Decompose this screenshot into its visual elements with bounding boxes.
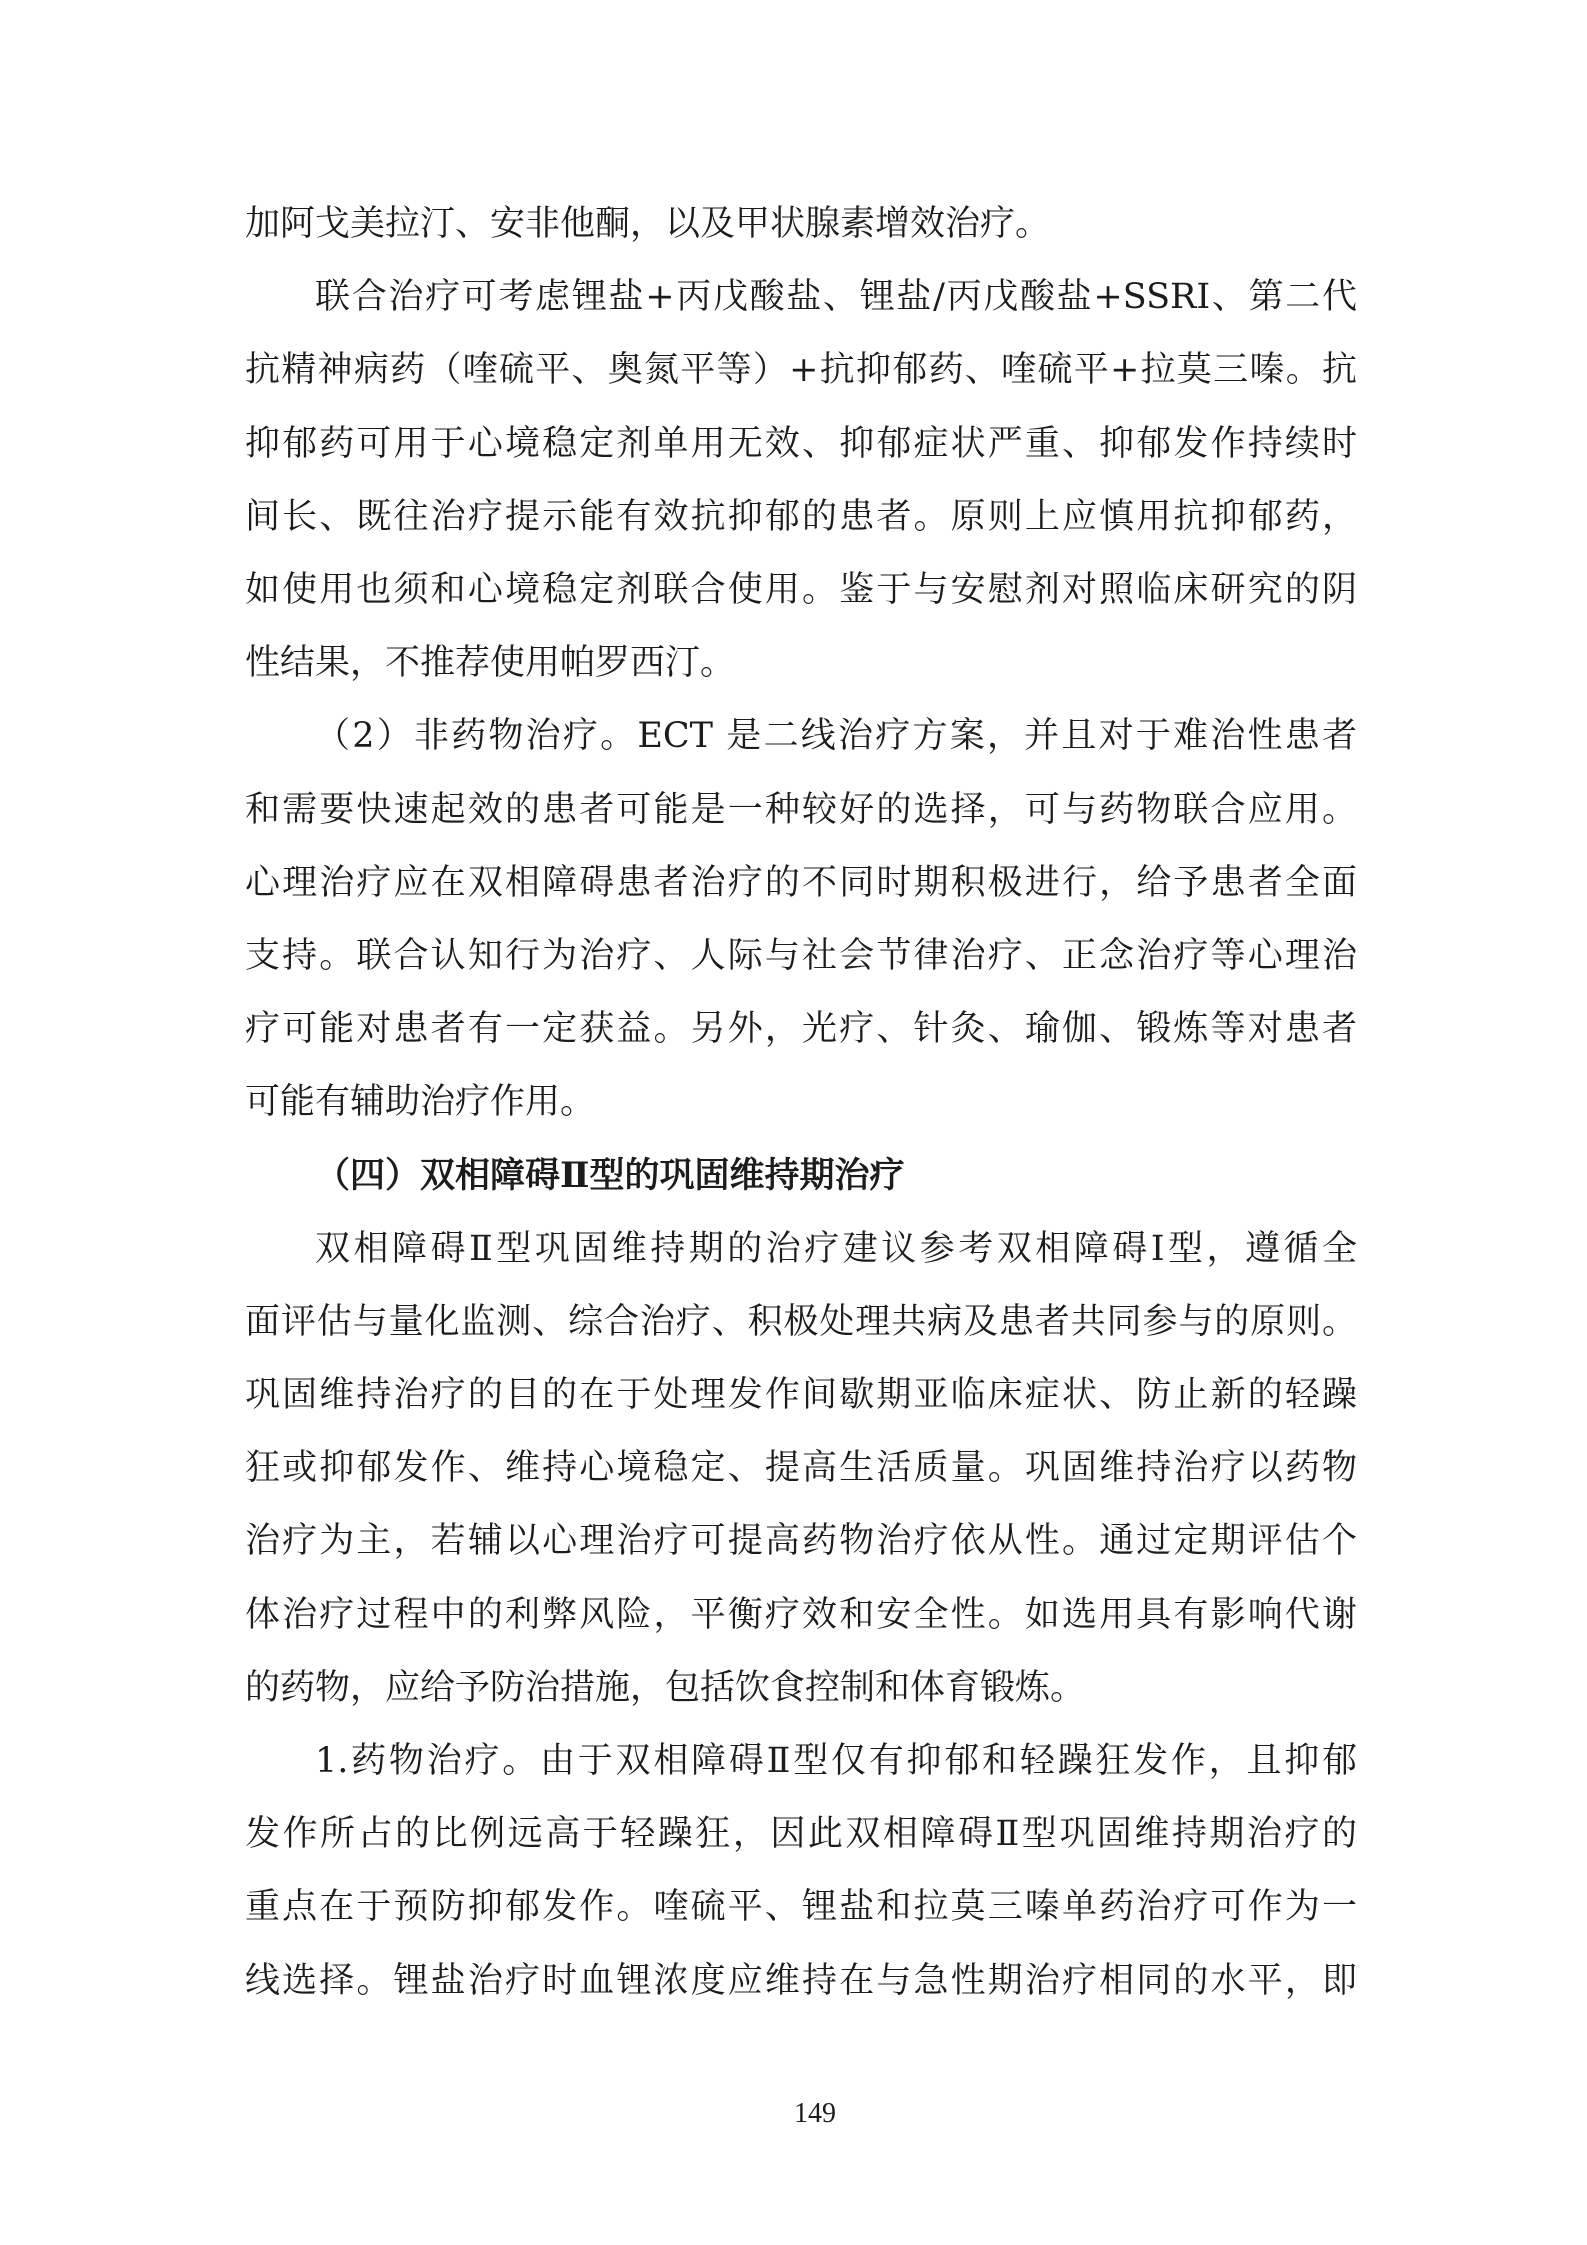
text-line: 双相障碍Ⅱ型巩固维持期的治疗建议参考双相障碍Ⅰ型，遵循全 — [315, 1228, 1357, 1269]
paragraph-combination-therapy — [245, 261, 1357, 700]
text-line: 抑郁药可用于心境稳定剂单用无效、抑郁症状严重、抑郁发作持续时 — [245, 423, 1357, 464]
text-line: 如使用也须和心境稳定剂联合使用。鉴于与安慰剂对照临床研究的阴 — [245, 569, 1357, 610]
text-line: 巩固维持治疗的目的在于处理发作间歇期亚临床症状、防止新的轻躁 — [245, 1375, 1357, 1415]
paragraph-drug-therapy — [245, 1725, 1357, 2018]
text-line: 可能有辅助治疗作用。 — [245, 1082, 596, 1123]
text-line: 体治疗过程中的利弊风险，平衡疗效和安全性。如选用具有影响代谢 — [245, 1594, 1357, 1635]
text-line: 疗可能对患者有一定获益。另外，光疗、针灸、瑜伽、锻炼等对患者 — [245, 1009, 1357, 1050]
paragraph-continuation — [245, 188, 1357, 261]
text-line: 面评估与量化监测、综合治疗、积极处理共病及患者共同参与的原则。 — [245, 1301, 1357, 1342]
text-line: 1.药物治疗。由于双相障碍Ⅱ型仅有抑郁和轻躁狂发作，且抑郁 — [315, 1740, 1357, 1781]
text-line: 治疗为主，若辅以心理治疗可提高药物治疗依从性。通过定期评估个 — [245, 1521, 1357, 1562]
text-line: 支持。联合认知行为治疗、人际与社会节律治疗、正念治疗等心理治 — [245, 935, 1357, 976]
text-line: 和需要快速起效的患者可能是一种较好的选择，可与药物联合应用。 — [245, 789, 1357, 830]
text-line: 线选择。锂盐治疗时血锂浓度应维持在与急性期治疗相同的水平，即 — [245, 1960, 1357, 2001]
section-heading — [245, 1139, 1357, 1212]
text-line: 发作所占的比例远高于轻躁狂，因此双相障碍Ⅱ型巩固维持期治疗的 — [245, 1814, 1357, 1855]
text-line: 心理治疗应在双相障碍患者治疗的不同时期积极进行，给予患者全面 — [245, 862, 1357, 903]
text-line: 的药物，应给予防治措施，包括饮食控制和体育锻炼。 — [245, 1667, 1086, 1708]
text-line: 重点在于预防抑郁发作。喹硫平、锂盐和拉莫三嗪单药治疗可作为一 — [245, 1887, 1357, 1928]
text-line: 狂或抑郁发作、维持心境稳定、提高生活质量。巩固维持治疗以药物 — [245, 1448, 1357, 1489]
body-text — [245, 188, 1357, 2018]
text-line: 性结果，不推荐使用帕罗西汀。 — [245, 643, 736, 684]
text-line: 抗精神病药（喹硫平、奥氮平等）+抗抑郁药、喹硫平+拉莫三嗪。抗 — [245, 350, 1357, 391]
text-line: 加阿戈美拉汀、安非他酮，以及甲状腺素增效治疗。 — [245, 204, 1051, 244]
section-heading-text: （四）双相障碍Ⅱ型的巩固维持期治疗 — [315, 1155, 905, 1197]
text-line: 联合治疗可考虑锂盐+丙戊酸盐、锂盐/丙戊酸盐+SSRI、第二代 — [315, 277, 1357, 318]
paragraph-non-drug-therapy — [245, 700, 1357, 1139]
paragraph-maintenance-overview — [245, 1213, 1357, 1725]
text-line: 间长、既往治疗提示能有效抗抑郁的患者。原则上应慎用抗抑郁药， — [245, 496, 1357, 537]
page-number: 149 — [794, 2098, 836, 2129]
text-line: （2）非药物治疗。ECT 是二线治疗方案，并且对于难治性患者 — [315, 716, 1357, 757]
